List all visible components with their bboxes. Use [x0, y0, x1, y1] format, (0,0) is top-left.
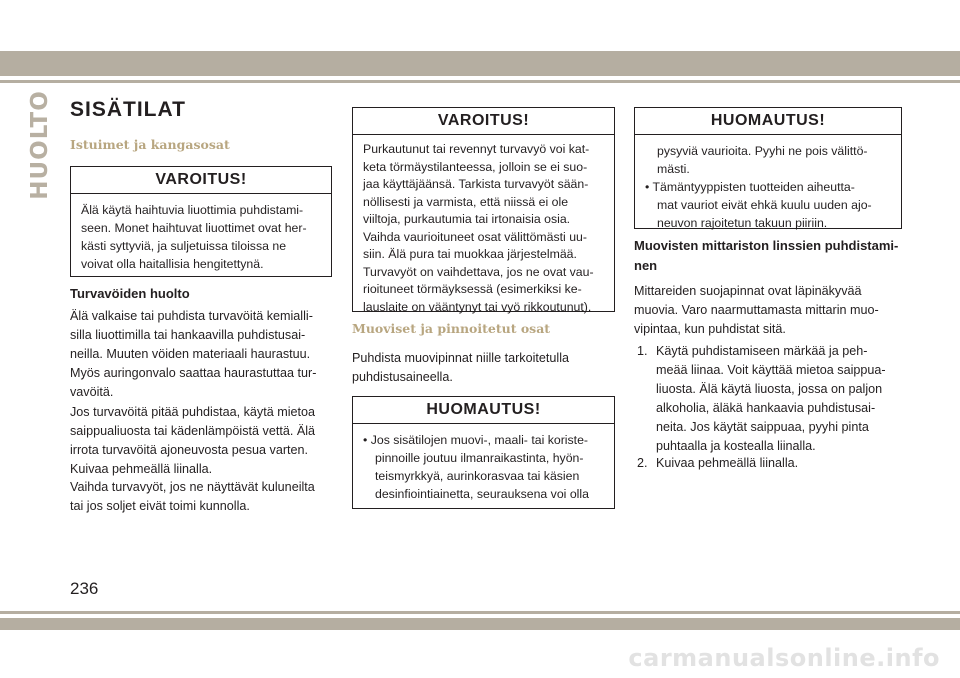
subhead-seats-fabrics: Istuimet ja kangasosat [70, 137, 230, 152]
text-line: saippualiuosta tai kädenlämpöistä vettä. Älä [70, 424, 316, 438]
text-line: • Jos sisätilojen muovi-, maali- tai koriste- [363, 433, 589, 447]
text-line: puhdistusaineella. [352, 370, 453, 384]
page-title: SISÄTILAT [70, 98, 186, 121]
note-text [353, 424, 614, 509]
text-line: meää liinaa. Voit käyttää mietoa saippua- [656, 363, 886, 377]
text-line: silla liuottimilla tai hankaavilla puhdistusai- [70, 328, 306, 342]
paragraph-lens-plastic [634, 282, 902, 339]
text-line: Kuivaa pehmeällä liinalla. [70, 462, 213, 476]
text-line: neilla. Muuten vöiden materiaali haurastuu. [70, 347, 311, 361]
text-line: viiltoja, purkautumia tai irtonaisia osia. [363, 212, 571, 226]
note-box-continued [634, 107, 902, 229]
text-line: pysyviä vaurioita. Pyyhi ne pois välittö- [657, 144, 868, 158]
page-number: 236 [70, 579, 99, 598]
text-line: vavöitä. [70, 385, 114, 399]
text-line: Älä käytä haihtuvia liuottimia puhdistami- [81, 203, 304, 217]
text-line: Käytä puhdistamiseen märkää ja peh- [656, 344, 868, 358]
subhead-plastic-parts: Muoviset ja pinnoitetut osat [352, 321, 551, 336]
text-line: Muovisten mittariston linssien puhdistami- [634, 238, 899, 253]
note-text [635, 135, 901, 238]
paragraph-seatbelt-replace [70, 478, 332, 516]
text-line: mästi. [657, 162, 690, 176]
list-item-step-2 [637, 454, 902, 473]
warning-text [353, 135, 614, 322]
text-line: vipintaa, kun puhdistat sitä. [634, 322, 786, 336]
heading-seatbelt-care: Turvavöiden huolto [70, 286, 190, 301]
text-line: desinfiointiainetta, seurauksena voi olla [375, 487, 589, 501]
text-line: pinnoille joutuu ilmanraikastinta, hyön- [375, 451, 584, 465]
watermark-text: carmanualsonline.info [628, 644, 940, 672]
footer-rule [0, 611, 960, 614]
footer-band [0, 618, 960, 630]
text-line: lauslaite on vääntynyt tai vyö rikkoutunut). [363, 299, 592, 314]
paragraph-plastic-clean [352, 349, 615, 387]
text-line: tai jos soljet eivät toimi kunnolla. [70, 499, 250, 513]
warning-heading: VAROITUS! [353, 108, 614, 135]
step-text [656, 342, 902, 456]
side-tab-label: HUOLTO [27, 90, 53, 200]
text-line: nöllisesti ja varmista, että niissä ei ole [363, 194, 569, 209]
text-line: teismyrkkyä, aurinkorasvaa tai käsien [375, 469, 580, 483]
step-number: 2. [637, 456, 648, 470]
text-line: Purkautunut tai revennyt turvavyö voi kat- [363, 142, 590, 156]
note-heading: HUOMAUTUS! [353, 397, 614, 424]
text-line: Jos turvavöitä pitää puhdistaa, käytä mietoa [70, 405, 316, 419]
step-text [656, 454, 902, 473]
text-line: Mittareiden suojapinnat ovat läpinäkyvää [634, 284, 862, 298]
note-heading: HUOMAUTUS! [635, 108, 901, 135]
text-line: neita. Jos käytät saippuaa, pyyhi pinta [656, 420, 869, 434]
text-line: muovia. Varo naarmuttamasta mittarin muo- [634, 303, 879, 317]
warning-heading: VAROITUS! [71, 167, 331, 194]
text-line: nen [634, 258, 658, 273]
header-band [0, 51, 960, 76]
text-line: puhtaalla ja kostealla liinalla. [656, 439, 816, 453]
header-rule [0, 80, 960, 83]
paragraph-seatbelt-bleach [70, 307, 332, 402]
paragraph-seatbelt-clean [70, 403, 332, 479]
text-line: siin. Älä pura tai muokkaa järjestelmää. [363, 247, 577, 261]
text-line: mat vauriot eivät ehkä kuulu uuden ajo- [657, 198, 872, 212]
section-side-tab [27, 90, 53, 200]
text-line: Vaihda turvavyöt, jos ne näyttävät kuluneilta [70, 480, 315, 494]
text-line: Turvavyöt on vaihdettava, jos ne ovat vau- [363, 264, 594, 279]
step-number: 1. [637, 344, 648, 358]
text-line: Vaihda vaurioituneet osat välittömästi uu- [363, 229, 587, 244]
text-line: kästi syttyviä, ja suljetuissa tiloissa ne [81, 239, 287, 253]
text-line: alkoholia, äläkä hankaavia puhdistusai- [656, 401, 876, 415]
note-box-plastic-damage [352, 396, 615, 509]
text-line: jaa käyttäjäänsä. Tarkista turvavyöt sään- [363, 177, 589, 191]
warning-box-seatbelt-damage [352, 107, 615, 312]
text-line: neuvon rajoitetun takuun piiriin. [657, 216, 828, 230]
text-line: rioituneet törmäyksessä (esimerkiksi ke- [363, 282, 582, 296]
text-line: • Tämäntyyppisten tuotteiden aiheutta- [645, 180, 855, 194]
text-line: voivat olla haitallisia hengitettynä. [81, 257, 264, 271]
list-item-step-1 [637, 342, 902, 456]
text-line: Älä valkaise tai puhdista turvavöitä kemialli- [70, 309, 313, 323]
text-line: irrota turvavöitä ajoneuvosta pesua varten. [70, 443, 309, 457]
text-line: Kuivaa pehmeällä liinalla. [656, 456, 799, 470]
text-line: Puhdista muovipinnat niille tarkoitetulla [352, 351, 570, 365]
warning-text [71, 194, 331, 279]
text-line: Myös auringonvalo saattaa haurastuttaa tur- [70, 366, 317, 380]
text-line: seen. Monet haihtuvat liuottimet ovat her- [81, 221, 307, 235]
text-line: keta törmäystilanteessa, jolloin se ei suo- [363, 159, 588, 174]
warning-box-solvents [70, 166, 332, 277]
text-line: liuosta. Älä käytä liuosta, jossa on paljon [656, 382, 883, 396]
heading-lens-cleaning [634, 236, 902, 276]
